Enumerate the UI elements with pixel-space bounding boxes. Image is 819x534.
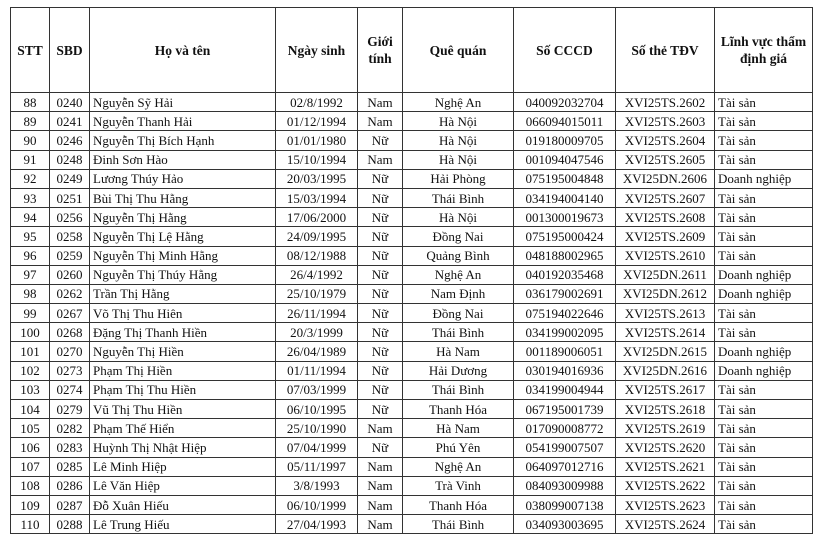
cell-hometown: Phú Yên	[403, 438, 514, 457]
cell-stt: 108	[11, 476, 50, 495]
cell-sbd: 0241	[50, 112, 90, 131]
cell-stt: 109	[11, 495, 50, 514]
cell-gender: Nam	[358, 150, 403, 169]
header-stt: STT	[11, 8, 50, 93]
cell-birth-date: 06/10/1999	[276, 495, 358, 514]
cell-id-number: 034194004140	[514, 188, 616, 207]
cell-field: Doanh nghiệp	[715, 361, 813, 380]
cell-hometown: Nam Định	[403, 284, 514, 303]
cell-full-name: Nguyễn Thị Thúy Hằng	[90, 265, 276, 284]
cell-field: Tài sản	[715, 93, 813, 112]
table-row	[11, 284, 813, 303]
cell-sbd: 0285	[50, 457, 90, 476]
cell-birth-date: 20/3/1999	[276, 323, 358, 342]
cell-gender: Nữ	[358, 227, 403, 246]
cell-birth-date: 17/06/2000	[276, 208, 358, 227]
cell-field: Tài sản	[715, 495, 813, 514]
cell-birth-date: 15/10/1994	[276, 150, 358, 169]
cell-stt: 88	[11, 93, 50, 112]
cell-stt: 89	[11, 112, 50, 131]
cell-sbd: 0267	[50, 304, 90, 323]
cell-stt: 104	[11, 400, 50, 419]
table-row	[11, 131, 813, 150]
cell-card-number: XVI25TS.2622	[616, 476, 715, 495]
cell-id-number: 001094047546	[514, 150, 616, 169]
cell-birth-date: 25/10/1979	[276, 284, 358, 303]
table-row	[11, 476, 813, 495]
cell-birth-date: 07/04/1999	[276, 438, 358, 457]
cell-stt: 98	[11, 284, 50, 303]
table-row	[11, 419, 813, 438]
cell-gender: Nữ	[358, 438, 403, 457]
cell-field: Tài sản	[715, 457, 813, 476]
header-birth-date: Ngày sinh	[276, 8, 358, 93]
cell-full-name: Bùi Thị Thu Hằng	[90, 188, 276, 207]
cell-stt: 97	[11, 265, 50, 284]
cell-hometown: Hà Nội	[403, 150, 514, 169]
cell-birth-date: 3/8/1993	[276, 476, 358, 495]
header-sbd: SBD	[50, 8, 90, 93]
cell-full-name: Đinh Sơn Hào	[90, 150, 276, 169]
cell-field: Tài sản	[715, 419, 813, 438]
cell-birth-date: 24/09/1995	[276, 227, 358, 246]
cell-hometown: Hải Dương	[403, 361, 514, 380]
table-row	[11, 438, 813, 457]
cell-full-name: Phạm Thế Hiển	[90, 419, 276, 438]
cell-hometown: Quảng Bình	[403, 246, 514, 265]
cell-card-number: XVI25TS.2604	[616, 131, 715, 150]
cell-gender: Nữ	[358, 380, 403, 399]
table-row	[11, 265, 813, 284]
cell-birth-date: 02/8/1992	[276, 93, 358, 112]
cell-card-number: XVI25TS.2614	[616, 323, 715, 342]
cell-id-number: 064097012716	[514, 457, 616, 476]
cell-sbd: 0258	[50, 227, 90, 246]
cell-field: Tài sản	[715, 150, 813, 169]
cell-hometown: Thanh Hóa	[403, 400, 514, 419]
cell-id-number: 001300019673	[514, 208, 616, 227]
cell-gender: Nam	[358, 93, 403, 112]
cell-gender: Nữ	[358, 246, 403, 265]
cell-gender: Nữ	[358, 342, 403, 361]
header-id-number: Số CCCD	[514, 8, 616, 93]
cell-hometown: Hà Nội	[403, 112, 514, 131]
cell-sbd: 0268	[50, 323, 90, 342]
header-gender: Giới tính	[358, 8, 403, 93]
cell-id-number: 040092032704	[514, 93, 616, 112]
cell-full-name: Lê Minh Hiệp	[90, 457, 276, 476]
cell-card-number: XVI25TS.2605	[616, 150, 715, 169]
cell-field: Doanh nghiệp	[715, 284, 813, 303]
cell-birth-date: 05/11/1997	[276, 457, 358, 476]
cell-gender: Nữ	[358, 169, 403, 188]
cell-hometown: Hà Nam	[403, 419, 514, 438]
cell-card-number: XVI25TS.2609	[616, 227, 715, 246]
cell-sbd: 0279	[50, 400, 90, 419]
cell-gender: Nam	[358, 476, 403, 495]
cell-hometown: Thái Bình	[403, 380, 514, 399]
cell-card-number: XVI25DN.2616	[616, 361, 715, 380]
cell-full-name: Nguyễn Thị Minh Hằng	[90, 246, 276, 265]
cell-gender: Nữ	[358, 323, 403, 342]
cell-field: Doanh nghiệp	[715, 342, 813, 361]
cell-full-name: Lương Thúy Hảo	[90, 169, 276, 188]
cell-hometown: Nghệ An	[403, 457, 514, 476]
cell-field: Doanh nghiệp	[715, 169, 813, 188]
cell-sbd: 0260	[50, 265, 90, 284]
cell-hometown: Hà Nam	[403, 342, 514, 361]
cell-id-number: 054199007507	[514, 438, 616, 457]
cell-id-number: 030194016936	[514, 361, 616, 380]
table-row	[11, 93, 813, 112]
cell-field: Tài sản	[715, 380, 813, 399]
cell-card-number: XVI25TS.2603	[616, 112, 715, 131]
cell-full-name: Vũ Thị Thu Hiền	[90, 400, 276, 419]
cell-card-number: XVI25TS.2618	[616, 400, 715, 419]
cell-card-number: XVI25TS.2620	[616, 438, 715, 457]
cell-sbd: 0262	[50, 284, 90, 303]
cell-id-number: 075195004848	[514, 169, 616, 188]
table-row	[11, 246, 813, 265]
cell-birth-date: 01/11/1994	[276, 361, 358, 380]
cell-card-number: XVI25TS.2607	[616, 188, 715, 207]
cell-field: Tài sản	[715, 112, 813, 131]
cell-card-number: XVI25TS.2617	[616, 380, 715, 399]
cell-birth-date: 01/01/1980	[276, 131, 358, 150]
table-row	[11, 227, 813, 246]
cell-id-number: 034093003695	[514, 515, 616, 534]
cell-birth-date: 25/10/1990	[276, 419, 358, 438]
cell-birth-date: 06/10/1995	[276, 400, 358, 419]
cell-full-name: Lê Trung Hiếu	[90, 515, 276, 534]
cell-hometown: Trà Vinh	[403, 476, 514, 495]
cell-field: Tài sản	[715, 208, 813, 227]
cell-sbd: 0274	[50, 380, 90, 399]
cell-birth-date: 27/04/1993	[276, 515, 358, 534]
cell-gender: Nữ	[358, 265, 403, 284]
cell-hometown: Nghệ An	[403, 93, 514, 112]
table-row	[11, 304, 813, 323]
cell-field: Tài sản	[715, 246, 813, 265]
table-row	[11, 323, 813, 342]
cell-birth-date: 08/12/1988	[276, 246, 358, 265]
cell-full-name: Trần Thị Hằng	[90, 284, 276, 303]
cell-id-number: 075194022646	[514, 304, 616, 323]
cell-card-number: XVI25DN.2612	[616, 284, 715, 303]
table-row	[11, 150, 813, 169]
cell-card-number: XVI25TS.2610	[616, 246, 715, 265]
cell-birth-date: 26/4/1992	[276, 265, 358, 284]
cell-id-number: 017090008772	[514, 419, 616, 438]
table-row	[11, 495, 813, 514]
cell-field: Tài sản	[715, 515, 813, 534]
cell-id-number: 038099007138	[514, 495, 616, 514]
cell-birth-date: 26/04/1989	[276, 342, 358, 361]
cell-id-number: 040192035468	[514, 265, 616, 284]
cell-full-name: Võ Thị Thu Hiên	[90, 304, 276, 323]
cell-stt: 90	[11, 131, 50, 150]
cell-sbd: 0251	[50, 188, 90, 207]
table-row	[11, 188, 813, 207]
cell-sbd: 0283	[50, 438, 90, 457]
cell-full-name: Nguyễn Thị Hằng	[90, 208, 276, 227]
table-body	[11, 93, 813, 534]
cell-stt: 105	[11, 419, 50, 438]
cell-full-name: Nguyễn Sỹ Hải	[90, 93, 276, 112]
cell-sbd: 0256	[50, 208, 90, 227]
cell-sbd: 0249	[50, 169, 90, 188]
cell-full-name: Phạm Thị Hiền	[90, 361, 276, 380]
cell-stt: 94	[11, 208, 50, 227]
cell-stt: 100	[11, 323, 50, 342]
cell-card-number: XVI25DN.2615	[616, 342, 715, 361]
cell-id-number: 075195000424	[514, 227, 616, 246]
cell-gender: Nữ	[358, 304, 403, 323]
cell-full-name: Đặng Thị Thanh Hiền	[90, 323, 276, 342]
cell-card-number: XVI25TS.2602	[616, 93, 715, 112]
cell-id-number: 036179002691	[514, 284, 616, 303]
header-hometown: Quê quán	[403, 8, 514, 93]
table-header	[11, 8, 813, 93]
cell-full-name: Đỗ Xuân Hiếu	[90, 495, 276, 514]
cell-sbd: 0259	[50, 246, 90, 265]
cell-id-number: 001189006051	[514, 342, 616, 361]
table-row	[11, 400, 813, 419]
cell-sbd: 0282	[50, 419, 90, 438]
candidate-table	[10, 7, 813, 534]
cell-gender: Nữ	[358, 188, 403, 207]
cell-field: Tài sản	[715, 400, 813, 419]
cell-id-number: 019180009705	[514, 131, 616, 150]
cell-card-number: XVI25TS.2623	[616, 495, 715, 514]
cell-card-number: XVI25TS.2613	[616, 304, 715, 323]
document-page	[10, 7, 812, 534]
cell-card-number: XVI25TS.2619	[616, 419, 715, 438]
cell-field: Tài sản	[715, 304, 813, 323]
cell-card-number: XVI25TS.2624	[616, 515, 715, 534]
cell-field: Doanh nghiệp	[715, 265, 813, 284]
cell-field: Tài sản	[715, 323, 813, 342]
cell-id-number: 067195001739	[514, 400, 616, 419]
table-row	[11, 515, 813, 534]
cell-sbd: 0273	[50, 361, 90, 380]
cell-gender: Nữ	[358, 361, 403, 380]
cell-full-name: Lê Văn Hiệp	[90, 476, 276, 495]
header-field: Lĩnh vực thẩm định giá	[715, 8, 813, 93]
table-row	[11, 208, 813, 227]
cell-gender: Nam	[358, 112, 403, 131]
cell-stt: 99	[11, 304, 50, 323]
cell-hometown: Hà Nội	[403, 208, 514, 227]
cell-hometown: Đồng Nai	[403, 304, 514, 323]
cell-full-name: Huỳnh Thị Nhật Hiệp	[90, 438, 276, 457]
cell-stt: 103	[11, 380, 50, 399]
table-row	[11, 380, 813, 399]
header-card-number: Số thẻ TĐV	[616, 8, 715, 93]
table-row	[11, 342, 813, 361]
cell-id-number: 034199002095	[514, 323, 616, 342]
header-row	[11, 8, 813, 93]
cell-gender: Nam	[358, 419, 403, 438]
cell-full-name: Nguyễn Thị Bích Hạnh	[90, 131, 276, 150]
table-row	[11, 169, 813, 188]
cell-sbd: 0248	[50, 150, 90, 169]
cell-id-number: 066094015011	[514, 112, 616, 131]
cell-sbd: 0270	[50, 342, 90, 361]
cell-hometown: Thái Bình	[403, 323, 514, 342]
cell-sbd: 0286	[50, 476, 90, 495]
cell-hometown: Thái Bình	[403, 188, 514, 207]
cell-gender: Nữ	[358, 208, 403, 227]
cell-sbd: 0246	[50, 131, 90, 150]
cell-sbd: 0288	[50, 515, 90, 534]
cell-birth-date: 15/03/1994	[276, 188, 358, 207]
cell-stt: 92	[11, 169, 50, 188]
cell-gender: Nam	[358, 457, 403, 476]
cell-field: Tài sản	[715, 476, 813, 495]
cell-full-name: Nguyễn Thị Lệ Hằng	[90, 227, 276, 246]
cell-field: Tài sản	[715, 131, 813, 150]
cell-card-number: XVI25DN.2606	[616, 169, 715, 188]
cell-birth-date: 01/12/1994	[276, 112, 358, 131]
cell-birth-date: 26/11/1994	[276, 304, 358, 323]
cell-stt: 95	[11, 227, 50, 246]
cell-sbd: 0240	[50, 93, 90, 112]
cell-hometown: Thái Bình	[403, 515, 514, 534]
header-full-name: Họ và tên	[90, 8, 276, 93]
cell-id-number: 084093009988	[514, 476, 616, 495]
cell-card-number: XVI25TS.2608	[616, 208, 715, 227]
table-row	[11, 361, 813, 380]
cell-gender: Nam	[358, 495, 403, 514]
cell-full-name: Nguyễn Thanh Hải	[90, 112, 276, 131]
cell-hometown: Hà Nội	[403, 131, 514, 150]
cell-hometown: Nghệ An	[403, 265, 514, 284]
cell-stt: 102	[11, 361, 50, 380]
cell-stt: 107	[11, 457, 50, 476]
cell-gender: Nữ	[358, 284, 403, 303]
cell-gender: Nữ	[358, 131, 403, 150]
table-row	[11, 457, 813, 476]
cell-field: Tài sản	[715, 227, 813, 246]
cell-stt: 93	[11, 188, 50, 207]
cell-gender: Nữ	[358, 400, 403, 419]
cell-stt: 110	[11, 515, 50, 534]
cell-full-name: Nguyễn Thị Hiền	[90, 342, 276, 361]
cell-stt: 91	[11, 150, 50, 169]
cell-hometown: Thanh Hóa	[403, 495, 514, 514]
cell-stt: 101	[11, 342, 50, 361]
cell-full-name: Phạm Thị Thu Hiền	[90, 380, 276, 399]
cell-card-number: XVI25TS.2621	[616, 457, 715, 476]
cell-sbd: 0287	[50, 495, 90, 514]
cell-field: Tài sản	[715, 438, 813, 457]
cell-id-number: 048188002965	[514, 246, 616, 265]
cell-hometown: Đồng Nai	[403, 227, 514, 246]
cell-stt: 106	[11, 438, 50, 457]
cell-hometown: Hải Phòng	[403, 169, 514, 188]
table-row	[11, 112, 813, 131]
cell-birth-date: 20/03/1995	[276, 169, 358, 188]
cell-gender: Nam	[358, 515, 403, 534]
cell-field: Tài sản	[715, 188, 813, 207]
cell-id-number: 034199004944	[514, 380, 616, 399]
cell-birth-date: 07/03/1999	[276, 380, 358, 399]
cell-stt: 96	[11, 246, 50, 265]
cell-card-number: XVI25DN.2611	[616, 265, 715, 284]
